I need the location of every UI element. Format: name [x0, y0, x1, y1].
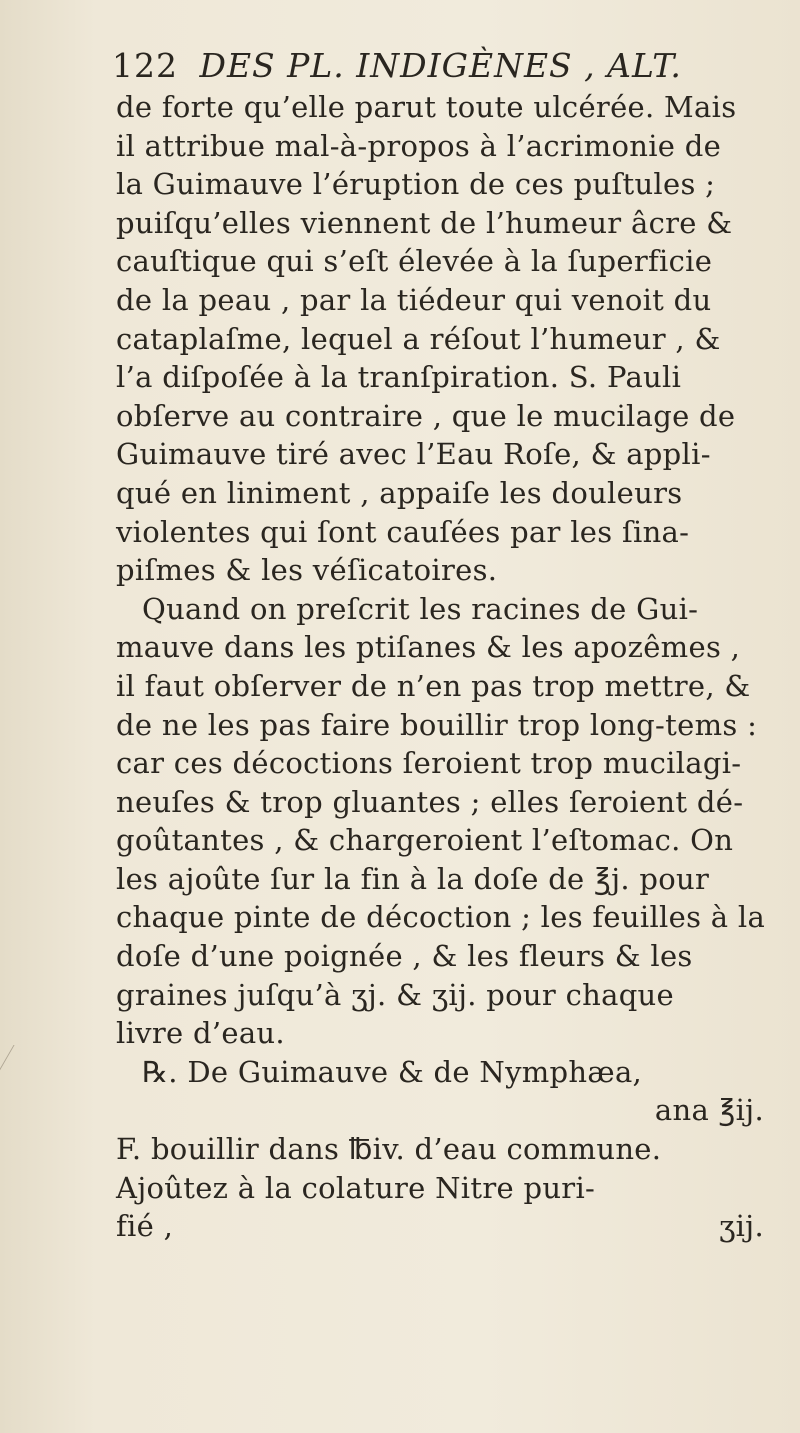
recipe-item: fié ,: [116, 1209, 174, 1244]
text-line: doſe d’une poignée , & les fleurs & les: [116, 939, 693, 974]
text-line: mauve dans les ptiſanes & les apozêmes ,: [116, 630, 741, 665]
text-line: graines juſqu’à ʒj. & ʒij. pour chaque: [116, 977, 674, 1012]
recipe-line: F. bouillir dans ℔iv. d’eau commune.: [116, 1132, 662, 1167]
margin-mark: [0, 1045, 35, 1085]
text-line: l’a diſpoſée à la tranſpiration. S. Pauli: [116, 360, 682, 395]
text-line: piſmes & les véſicatoires.: [116, 553, 498, 588]
text-line: les ajoûte ſur la fin à la doſe de ℥j. pour: [116, 861, 710, 896]
text-line: violentes qui ſont cauſées par les ſina-: [116, 514, 690, 549]
text-line: de forte qu’elle parut toute ulcérée. Mais: [116, 90, 737, 124]
body-text: [116, 88, 784, 1246]
recipe-dose: ʒij.: [718, 1209, 764, 1244]
page-header: [112, 46, 682, 85]
page-number: 122: [112, 46, 178, 85]
text-line: il attribue mal-à-propos à l’acrimonie de: [116, 128, 722, 163]
text-line: Guimauve tiré avec l’Eau Roſe, & appli-: [116, 437, 711, 472]
text-line: de ne les pas faire bouillir trop long-tems :: [116, 707, 758, 742]
text-line: chaque pinte de décoction ; les feuilles à la: [116, 900, 766, 935]
text-line: livre d’eau.: [116, 1016, 285, 1051]
text-line: il faut obſerver de n’en pas trop mettre, &: [116, 668, 751, 703]
recipe-dose: ana ℥ij.: [654, 1093, 764, 1128]
running-title: DES PL. INDIGÈNES , ALT.: [199, 46, 682, 85]
recipe-line: Ajoûtez à la colature Nitre puri-: [116, 1170, 596, 1205]
text-line: puiſqu’elles viennent de l’humeur âcre &: [116, 205, 733, 240]
text-line: Quand on preſcrit les racines de Gui-: [142, 591, 699, 626]
text-line: obſerve au contraire , que le mucilage de: [116, 398, 736, 433]
text-line: cauſtique qui s’eſt élevée à la ſuperficie: [116, 244, 713, 279]
text-line: de la peau , par la tiédeur qui venoit du: [116, 282, 712, 317]
text-line: neuſes & trop gluantes ; elles ſeroient dé-: [116, 784, 744, 819]
recipe-line: [116, 1207, 784, 1246]
text-line: goûtantes , & chargeroient l’eſtomac. On: [116, 823, 734, 858]
text-line: qué en liniment , appaiſe les douleurs: [116, 475, 683, 510]
text-line: car ces décoctions ſeroient trop mucilagi-: [116, 746, 742, 781]
recipe-line: ℞. De Guimauve & de Nymphæa,: [142, 1054, 643, 1089]
text-line: la Guimauve l’éruption de ces puſtules ;: [116, 167, 716, 202]
text-line: cataplaſme, lequel a réſout l’humeur , &: [116, 321, 721, 356]
